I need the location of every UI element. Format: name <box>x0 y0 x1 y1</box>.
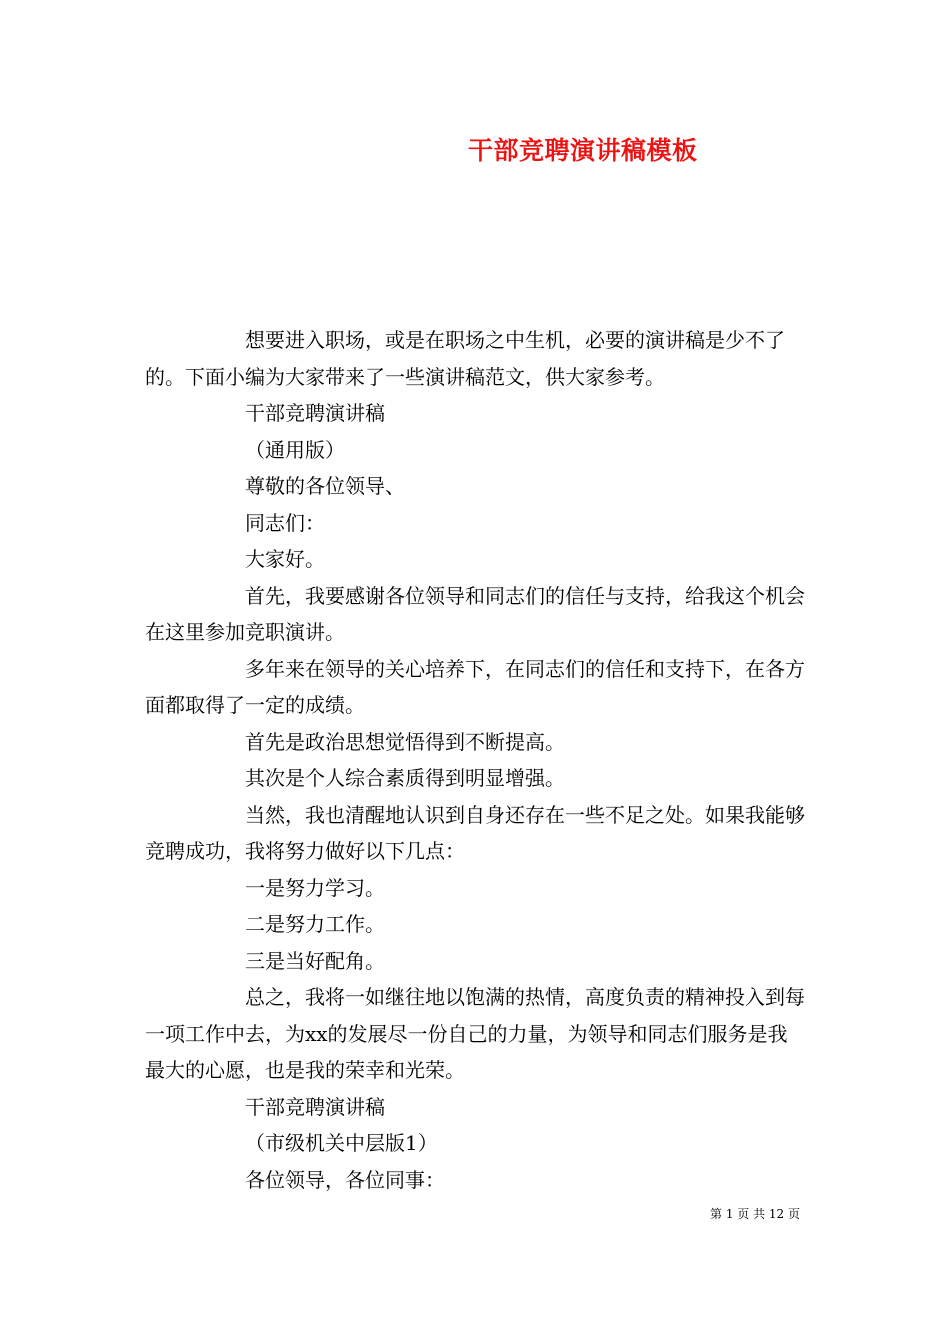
paragraph-shortcomings: 当然，我也清醒地认识到自身还存在一些不足之处。如果我能够竞聘成功，我将努力做好以下几点： <box>145 802 805 863</box>
paragraph-greeting: 大家好。 <box>245 547 325 571</box>
paragraph-speech-heading-2: 干部竞聘演讲稿 <box>245 1094 385 1119</box>
paragraph-achievements: 多年来在领导的关心培养下，在同志们的信任和支持下，在各方面都取得了一定的成绩。 <box>145 656 805 717</box>
paragraph-plan-study: 一是努力学习。 <box>245 875 385 900</box>
paragraph-point-quality: 其次是个人综合素质得到明显增强。 <box>245 766 565 790</box>
paragraph-salutation-cont: 同志们： <box>245 510 325 535</box>
page-number: 第 1 页 共 12 页 <box>710 1207 800 1221</box>
paragraph-conclusion: 总之，我将一如继往地以饱满的热情，高度负责的精神投入到每一项工作中去，为xx的发展尽一份自己的力量，为领导和同志们服务是我最大的心愿，也是我的荣幸和光荣。 <box>145 985 805 1082</box>
paragraph-plan-work: 二是努力工作。 <box>245 912 385 936</box>
paragraph-version-label: （通用版） <box>245 437 345 462</box>
paragraph-salutation-2: 各位领导，各位同事： <box>245 1167 445 1192</box>
paragraph-thanks: 首先，我要感谢各位领导和同志们的信任与支持，给我这个机会在这里参加竞职演讲。 <box>145 583 805 644</box>
paragraph-salutation: 尊敬的各位领导、 <box>245 474 405 498</box>
paragraph-speech-heading: 干部竞聘演讲稿 <box>245 401 385 425</box>
document-title: 干部竞聘演讲稿模板 <box>468 136 698 165</box>
paragraph-version-label-2: （市级机关中层版1） <box>245 1131 438 1155</box>
paragraph-intro: 想要进入职场，或是在职场之中生机，必要的演讲稿是少不了的。下面小编为大家带来了一些演讲稿范文，供大家参考。 <box>145 328 785 389</box>
paragraph-point-politics: 首先是政治思想觉悟得到不断提高。 <box>245 729 565 754</box>
paragraph-plan-support: 三是当好配角。 <box>245 948 385 973</box>
document-body <box>145 322 807 1198</box>
